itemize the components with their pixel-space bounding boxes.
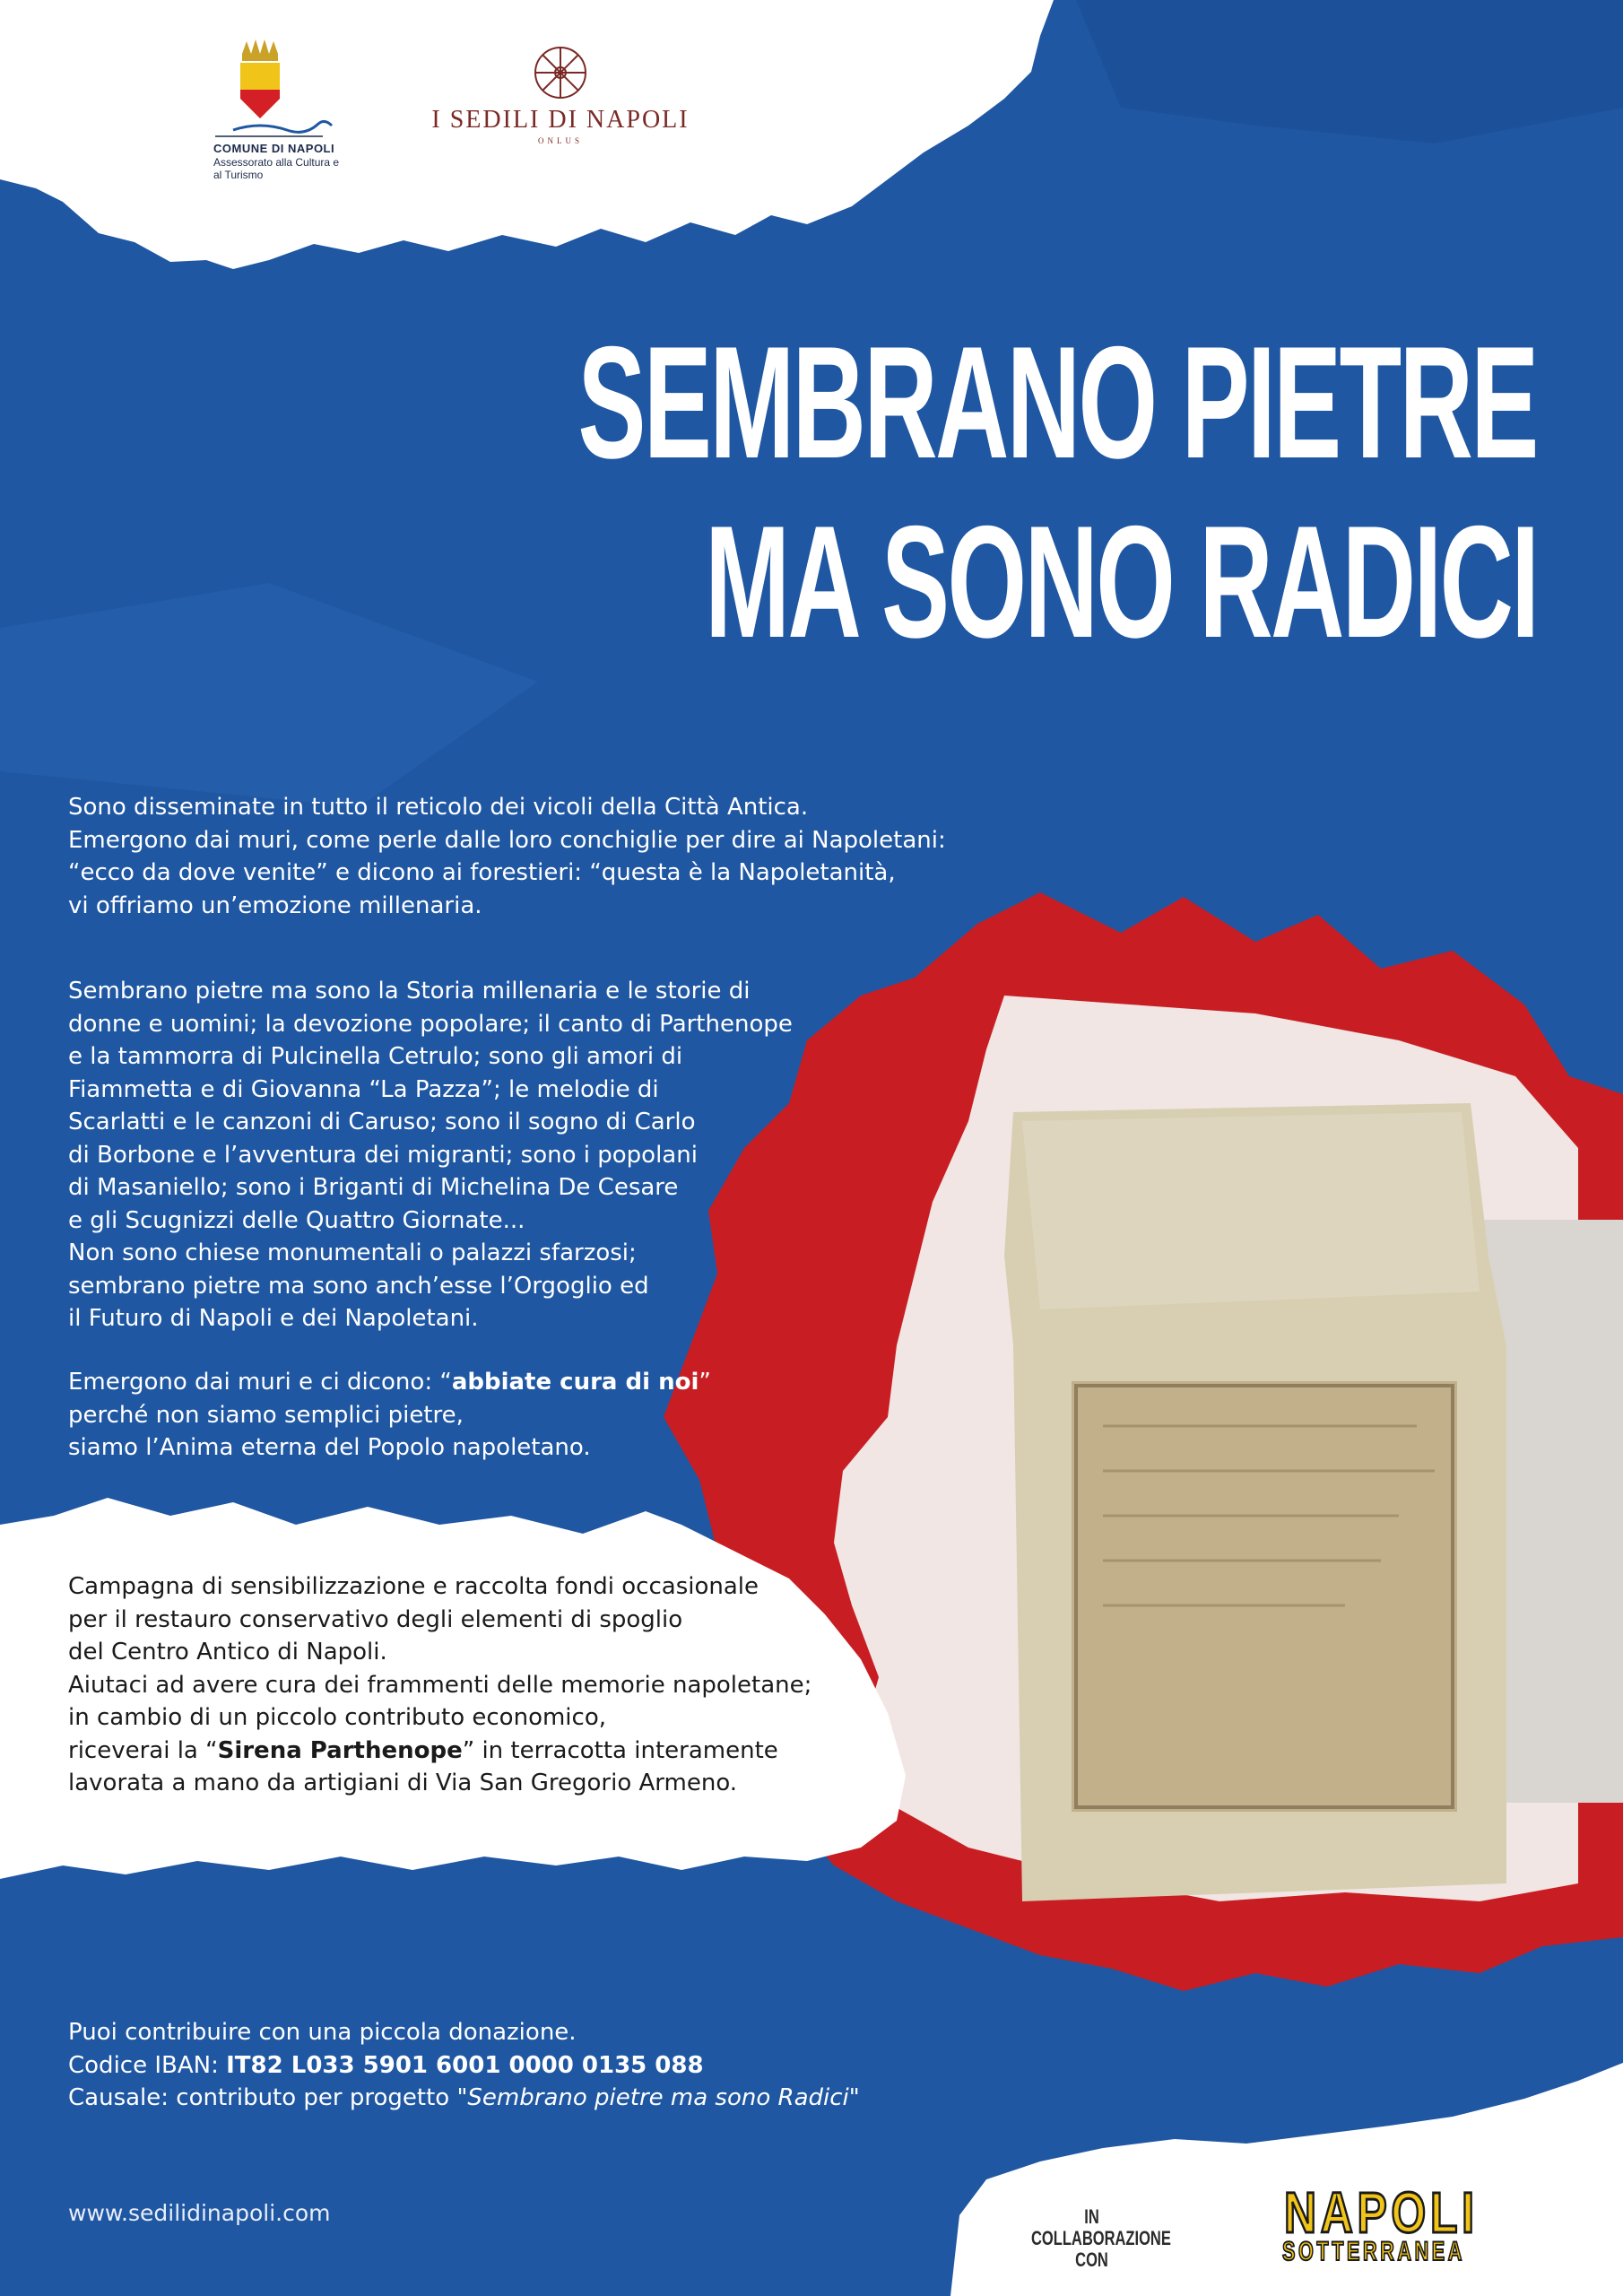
sedili-subtitle: ONLUS (537, 136, 583, 145)
text-line: e la tammorra di Pulcinella Cetrulo; sono gli amori di (68, 1043, 683, 1070)
text-line: Emergono dai muri, come perle dalle loro conchiglie per dire ai Napoletani: (68, 826, 946, 854)
campaign-paragraph (68, 1570, 965, 1800)
text-fragment: ” (699, 1369, 711, 1396)
crown-band (242, 54, 278, 61)
headline-line-2: MA SONO RADICI (704, 492, 1537, 671)
emphasis-text: Sirena Parthenope (217, 1736, 463, 1764)
text-line: in cambio di un piccolo contributo economico, (68, 1704, 606, 1731)
rosette-spokes (535, 48, 586, 98)
text-line: IN COLLABORAZIONE (1031, 2205, 1171, 2249)
causale-line (68, 2082, 1055, 2115)
partner-logo-napoli: NAPOLI (1284, 2180, 1479, 2245)
text-line: perché non siamo semplici pietre, (68, 1401, 464, 1429)
text-line: Puoi contribuire con una piccola donazione. (68, 2019, 577, 2046)
wave-icon (233, 121, 332, 132)
iban-value: IT82 L033 5901 6001 0000 0135 088 (226, 2051, 704, 2079)
text-line (68, 1366, 920, 1399)
text-line: Non sono chiese monumentali o palazzi sfarzosi; (68, 1239, 637, 1266)
shield-bottom (240, 90, 280, 118)
partner-logo-sotterranea: SOTTERRANEA (1282, 2237, 1466, 2266)
text-line: Aiutaci ad avere cura dei frammenti delle memorie napoletane; (68, 1671, 812, 1699)
text-fragment: ” in terracotta interamente (462, 1736, 778, 1764)
coat-of-arms-icon (240, 39, 280, 118)
text-line: Sembrano pietre ma sono la Storia millenaria e le storie di (68, 978, 751, 1004)
plea-paragraph (68, 1366, 920, 1465)
intro-paragraph (68, 791, 965, 922)
rosette-icon (531, 43, 590, 102)
headline-line-1: SEMBRANO PIETRE (577, 313, 1537, 491)
crown-points (242, 39, 278, 54)
text-line: lavorata a mano da artigiani di Via San Gregorio Armeno. (68, 1770, 738, 1796)
emphasis-text: abbiate cura di noi (451, 1369, 699, 1396)
text-line: CON (1075, 2248, 1108, 2271)
text-line: per il restauro conservativo degli elementi di spoglio (68, 1605, 683, 1633)
sedili-name: I SEDILI DI NAPOLI (431, 106, 690, 134)
causale-label: Causale: contributo per progetto (68, 2084, 457, 2111)
text-fragment: Emergono dai muri e ci dicono: “ (68, 1369, 452, 1396)
text-line: “ecco da dove venite” e dicono ai forestieri: “questa è la Napoletanità, (68, 859, 896, 886)
text-line: del Centro Antico di Napoli. (68, 1639, 387, 1665)
text-line: Fiammetta e di Giovanna “La Pazza”; le melodie di (68, 1075, 659, 1103)
text-line: Campagna di sensibilizzazione e raccolta fondi occasionale (68, 1573, 759, 1600)
text-line: e gli Scugnizzi delle Quattro Giornate... (68, 1206, 525, 1234)
text-line (68, 1735, 965, 1768)
collaboration-label (1031, 2205, 1171, 2271)
text-line: Scarlatti e le canzoni di Caruso; sono il sogno di Carlo (68, 1109, 696, 1135)
text-line: di Masaniello; sono i Briganti di Michelina De Cesare (68, 1174, 679, 1201)
text-line: sembrano pietre ma sono anch’esse l’Orgoglio ed (68, 1272, 649, 1300)
comune-name: COMUNE DI NAPOLI (213, 142, 335, 155)
comune-department: Assessorato alla Cultura e al Turismo (213, 156, 340, 181)
stone-cap (1022, 1112, 1480, 1309)
story-paragraph (68, 975, 920, 1335)
text-line: siamo l’Anima eterna del Popolo napoletano. (68, 1434, 591, 1461)
iban-line (68, 2049, 1055, 2083)
donation-block (68, 2016, 1055, 2115)
text-line: vi offriamo un’emozione millenaria. (68, 891, 482, 919)
text-line: donne e uomini; la devozione popolare; il canto di Parthenope (68, 1010, 793, 1038)
iban-label: Codice IBAN: (68, 2051, 227, 2079)
website-link[interactable]: www.sedilidinapoli.com (68, 2200, 331, 2226)
causale-value: "Sembrano pietre ma sono Radici" (456, 2084, 860, 2111)
text-fragment: riceverai la “ (68, 1736, 218, 1764)
text-line: il Futuro di Napoli e dei Napoletani. (68, 1305, 479, 1332)
text-line: Sono disseminate in tutto il reticolo dei vicoli della Città Antica. (68, 794, 809, 821)
inscription-panel (1072, 1381, 1457, 1812)
text-line: di Borbone e l’avventura dei migranti; sono i popolani (68, 1141, 698, 1169)
